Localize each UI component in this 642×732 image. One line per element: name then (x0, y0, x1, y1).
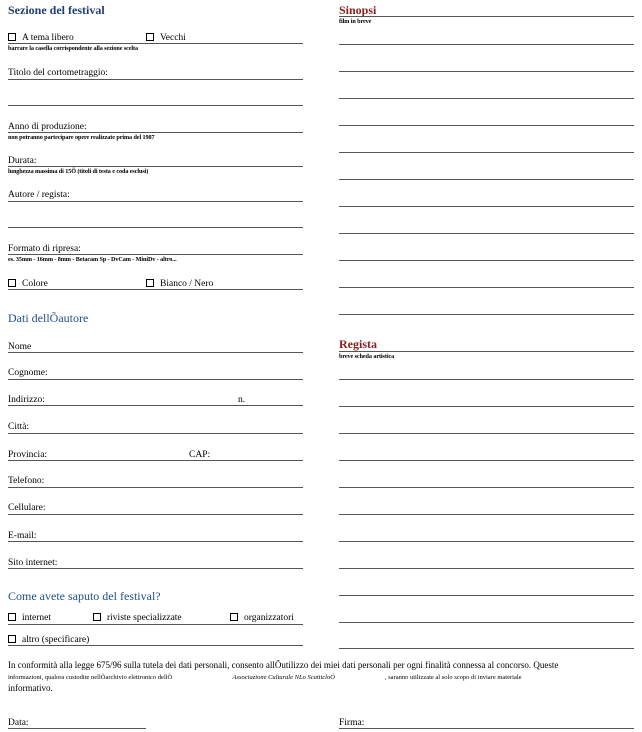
regista-line[interactable] (339, 487, 634, 488)
option-altro[interactable]: altro (specificare) (8, 635, 89, 645)
data-field[interactable] (8, 728, 146, 729)
sito-field[interactable] (8, 568, 303, 569)
sinopsi-line[interactable] (339, 260, 634, 261)
anno-note: non potranno partecipare opere realizzate prima del 1987 (8, 134, 155, 141)
sinopsi-line[interactable] (339, 287, 634, 288)
indirizzo-label: Indirizzo: (8, 395, 45, 405)
sinopsi-line[interactable] (339, 71, 634, 72)
regista-line[interactable] (339, 379, 634, 380)
option-vecchi[interactable]: Vecchi (146, 33, 186, 43)
sinopsi-line[interactable] (339, 98, 634, 99)
divider (8, 624, 303, 625)
anno-label: Anno di produzione: (8, 122, 87, 132)
divider (339, 351, 634, 352)
option-organizzatori[interactable]: organizzatori (230, 613, 294, 623)
email-label: E-mail: (8, 531, 37, 541)
formato-label: Formato di ripresa: (8, 244, 81, 254)
checkbox-icon[interactable] (146, 279, 154, 287)
option-colore[interactable]: Colore (8, 279, 48, 289)
come-section-heading: Come avete saputo del festival? (8, 589, 161, 603)
regista-line[interactable] (339, 433, 634, 434)
checkbox-icon[interactable] (93, 613, 101, 621)
email-field[interactable] (8, 541, 303, 542)
nome-label: Nome (8, 342, 32, 352)
divider (8, 43, 303, 44)
autore-regista-field-line2[interactable] (8, 227, 303, 228)
regista-line[interactable] (339, 406, 634, 407)
cap-label: CAP: (189, 450, 211, 460)
provincia-field[interactable] (8, 460, 303, 461)
anno-field[interactable] (8, 132, 303, 133)
titolo-label: Titolo del cortometraggio: (8, 68, 108, 78)
checkbox-icon[interactable] (8, 33, 16, 41)
regista-line[interactable] (339, 568, 634, 569)
cognome-field[interactable] (8, 379, 303, 380)
option-internet[interactable]: internet (8, 613, 51, 623)
regista-line[interactable] (339, 514, 634, 515)
titolo-field-line2[interactable] (8, 105, 303, 106)
formato-field[interactable] (8, 254, 303, 255)
telefono-field[interactable] (8, 487, 303, 488)
cellulare-field[interactable] (8, 514, 303, 515)
sinopsi-line[interactable] (339, 233, 634, 234)
checkbox-icon[interactable] (8, 279, 16, 287)
telefono-label: Telefono: (8, 476, 45, 486)
sinopsi-line[interactable] (339, 125, 634, 126)
autore-regista-field[interactable] (8, 201, 303, 202)
numero-label: n. (238, 395, 246, 405)
regista-heading: Regista (339, 337, 377, 351)
altro-field[interactable] (8, 645, 303, 646)
regista-line[interactable] (339, 595, 634, 596)
regista-line[interactable] (339, 541, 634, 542)
regista-note: breve scheda artistica (339, 353, 395, 360)
cellulare-label: Cellulare: (8, 503, 46, 513)
formato-note: es. 35mm - 16mm - 8mm - Betacam Sp - DvCam - MiniDv - altro... (8, 256, 177, 263)
divider (339, 16, 634, 17)
option-bianco-nero[interactable]: Bianco / Nero (146, 279, 213, 289)
regista-line[interactable] (339, 622, 634, 623)
firma-field[interactable] (339, 728, 634, 729)
indirizzo-field[interactable] (8, 405, 303, 406)
firma-label: Firma: (339, 718, 365, 728)
association-name: Associazione Culturale NLo ScatticloÓ (232, 674, 335, 681)
sinopsi-heading: Sinopsi (339, 3, 377, 17)
sinopsi-line[interactable] (339, 44, 634, 45)
checkbox-icon[interactable] (8, 635, 16, 643)
regista-line[interactable] (339, 648, 634, 649)
checkbox-icon[interactable] (146, 33, 154, 41)
sinopsi-line[interactable] (339, 179, 634, 180)
regista-line[interactable] (339, 460, 634, 461)
sinopsi-note: film in breve (339, 18, 372, 25)
festival-section-heading: Sezione del festival (8, 3, 105, 17)
durata-label: Durata: (8, 156, 37, 166)
titolo-field[interactable] (8, 79, 303, 80)
cognome-label: Cognome: (8, 368, 48, 378)
data-label: Data: (8, 718, 29, 728)
checkbox-icon[interactable] (8, 613, 16, 621)
citta-label: Città: (8, 422, 30, 432)
durata-note: lunghezza massima di 15Õ (titoli di testa e coda esclusi) (8, 168, 149, 175)
checkbox-icon[interactable] (230, 613, 238, 621)
divider (8, 289, 303, 290)
citta-field[interactable] (8, 433, 303, 434)
autore-regista-label: Autore / regista: (8, 190, 70, 200)
provincia-label: Provincia: (8, 450, 48, 460)
sinopsi-line[interactable] (339, 152, 634, 153)
sito-label: Sito internet: (8, 558, 58, 568)
autore-section-heading: Dati dellÕautore (8, 311, 89, 325)
sinopsi-line[interactable] (339, 206, 634, 207)
sinopsi-line[interactable] (339, 314, 634, 315)
durata-field[interactable] (8, 166, 303, 167)
option-riviste[interactable]: riviste specializzate (93, 613, 182, 623)
privacy-disclaimer: In conformità alla legge 675/96 sulla tutela dei dati personali, consento allÕutilizzo dei miei dati personali per ogni finalità connessa al concorso. Queste informazioni, qualora custodite nellÕarchivio elettronico dellÕ Associazione Culturale NLo ScatticloÓ , saranno utilizzate al solo scopo di inviare materiale informativo. (8, 660, 559, 693)
option-a-tema-libero[interactable]: A tema libero (8, 33, 74, 43)
nome-field[interactable] (8, 352, 303, 353)
section-check-note: barrare la casella corrispondente alla sezione scelta (8, 45, 138, 52)
